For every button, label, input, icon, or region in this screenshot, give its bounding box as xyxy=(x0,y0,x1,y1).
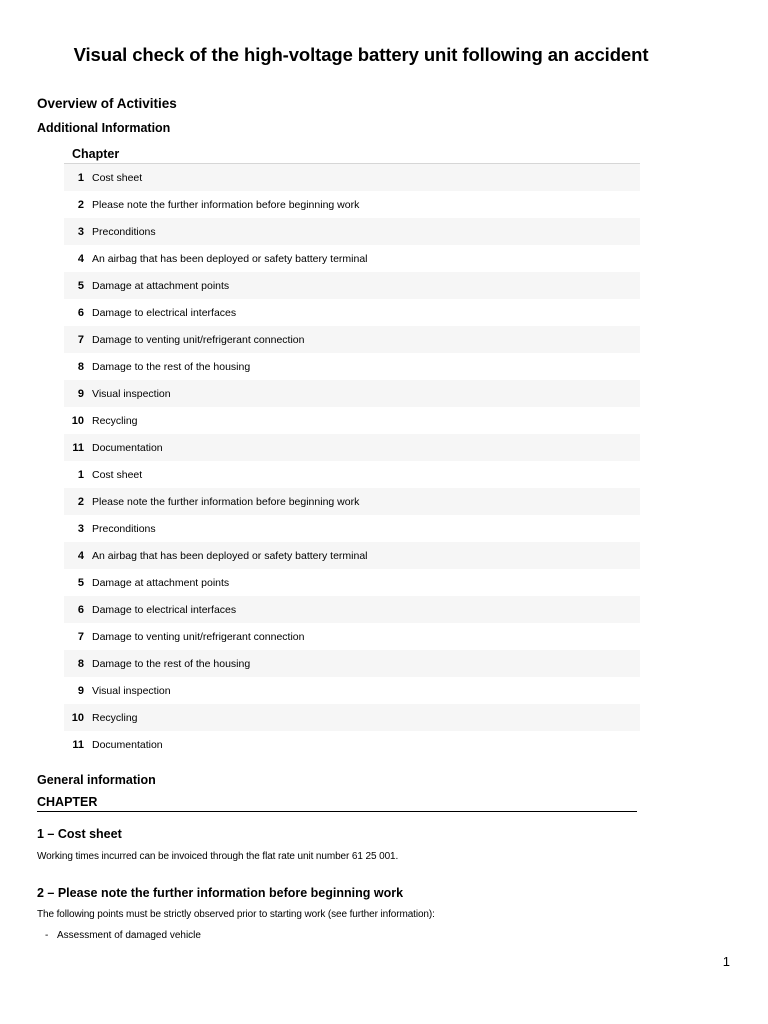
toc-label: Visual inspection xyxy=(92,684,171,697)
additional-information-heading: Additional Information xyxy=(37,121,171,135)
toc-label: Damage at attachment points xyxy=(92,279,230,292)
toc-number: 1 xyxy=(77,171,84,184)
toc-number: 11 xyxy=(72,738,84,751)
section-1-body: Working times incurred can be invoiced through the flat rate unit number 61 25 001. xyxy=(37,851,399,862)
toc-link[interactable] xyxy=(64,488,640,515)
toc-number: 3 xyxy=(77,522,84,535)
toc-link[interactable] xyxy=(64,704,640,731)
toc-link[interactable] xyxy=(64,407,640,434)
toc-number: 4 xyxy=(77,252,84,265)
section-1-title: 1 – Cost sheet xyxy=(37,827,122,841)
toc-link[interactable] xyxy=(64,596,640,623)
toc-link[interactable] xyxy=(64,434,640,461)
toc-label: Damage to venting unit/refrigerant connection xyxy=(92,630,305,643)
general-information-heading: General information xyxy=(37,773,156,787)
section-2-body: The following points must be strictly observed prior to starting work (see further information): xyxy=(37,909,435,920)
toc-label: Damage to electrical interfaces xyxy=(92,603,237,616)
toc-number: 6 xyxy=(77,306,84,319)
toc-link[interactable] xyxy=(64,353,640,380)
chapter-divider xyxy=(37,811,637,812)
toc-link[interactable] xyxy=(64,542,640,569)
toc-link[interactable] xyxy=(64,272,640,299)
toc-number: 9 xyxy=(77,387,84,400)
toc-link[interactable] xyxy=(64,218,640,245)
toc-label: Cost sheet xyxy=(92,468,143,481)
bullet-item xyxy=(45,930,201,941)
overview-heading: Overview of Activities xyxy=(37,96,177,111)
toc-label: Recycling xyxy=(92,414,138,427)
toc-number: 2 xyxy=(77,198,84,211)
toc-label: Please note the further information before beginning work xyxy=(92,198,360,211)
toc-label: Damage to electrical interfaces xyxy=(92,306,237,319)
toc-link[interactable] xyxy=(64,380,640,407)
toc-label: Damage at attachment points xyxy=(92,576,230,589)
toc-number: 10 xyxy=(71,414,84,427)
toc-number: 5 xyxy=(77,576,84,589)
toc-number: 7 xyxy=(77,333,84,346)
toc-number: 8 xyxy=(77,657,84,670)
toc-number: 4 xyxy=(77,549,84,562)
toc-link[interactable] xyxy=(64,191,640,218)
toc-number: 1 xyxy=(77,468,84,481)
toc-link[interactable] xyxy=(64,245,640,272)
toc-link[interactable] xyxy=(64,731,640,758)
page-number: 1 xyxy=(722,954,730,969)
toc-number: 3 xyxy=(77,225,84,238)
chapter-caps-heading: CHAPTER xyxy=(37,795,98,809)
toc-link[interactable] xyxy=(64,515,640,542)
toc-number: 11 xyxy=(72,441,84,454)
toc-number: 5 xyxy=(77,279,84,292)
toc-label: Damage to venting unit/refrigerant connection xyxy=(92,333,305,346)
toc-label: An airbag that has been deployed or safety battery terminal xyxy=(92,252,368,265)
toc-label: An airbag that has been deployed or safety battery terminal xyxy=(92,549,368,562)
toc-label: Cost sheet xyxy=(92,171,143,184)
table-of-contents xyxy=(64,164,640,758)
document-title: Visual check of the high-voltage battery unit following an accident xyxy=(73,44,649,65)
toc-number: 7 xyxy=(77,630,84,643)
toc-link[interactable] xyxy=(64,677,640,704)
toc-link[interactable] xyxy=(64,650,640,677)
bullet-text: Assessment of damaged vehicle xyxy=(57,930,201,941)
toc-link[interactable] xyxy=(64,326,640,353)
toc-label: Documentation xyxy=(92,441,163,454)
toc-link[interactable] xyxy=(64,164,640,191)
toc-number: 6 xyxy=(77,603,84,616)
bullet-mark: - xyxy=(45,930,49,941)
toc-link[interactable] xyxy=(64,299,640,326)
toc-chapter-heading: Chapter xyxy=(72,147,120,161)
toc-link[interactable] xyxy=(64,623,640,650)
toc-label: Visual inspection xyxy=(92,387,171,400)
toc-label: Documentation xyxy=(92,738,163,751)
toc-number: 10 xyxy=(71,711,84,724)
toc-label: Damage to the rest of the housing xyxy=(92,657,251,670)
toc-number: 9 xyxy=(77,684,84,697)
toc-label: Recycling xyxy=(92,711,138,724)
toc-number: 2 xyxy=(77,495,84,508)
toc-label: Preconditions xyxy=(92,522,156,535)
toc-label: Preconditions xyxy=(92,225,156,238)
toc-link[interactable] xyxy=(64,461,640,488)
toc-number: 8 xyxy=(77,360,84,373)
section-2-title: 2 – Please note the further information before beginning work xyxy=(37,886,404,900)
toc-link[interactable] xyxy=(64,569,640,596)
toc-label: Please note the further information before beginning work xyxy=(92,495,360,508)
toc-label: Damage to the rest of the housing xyxy=(92,360,251,373)
